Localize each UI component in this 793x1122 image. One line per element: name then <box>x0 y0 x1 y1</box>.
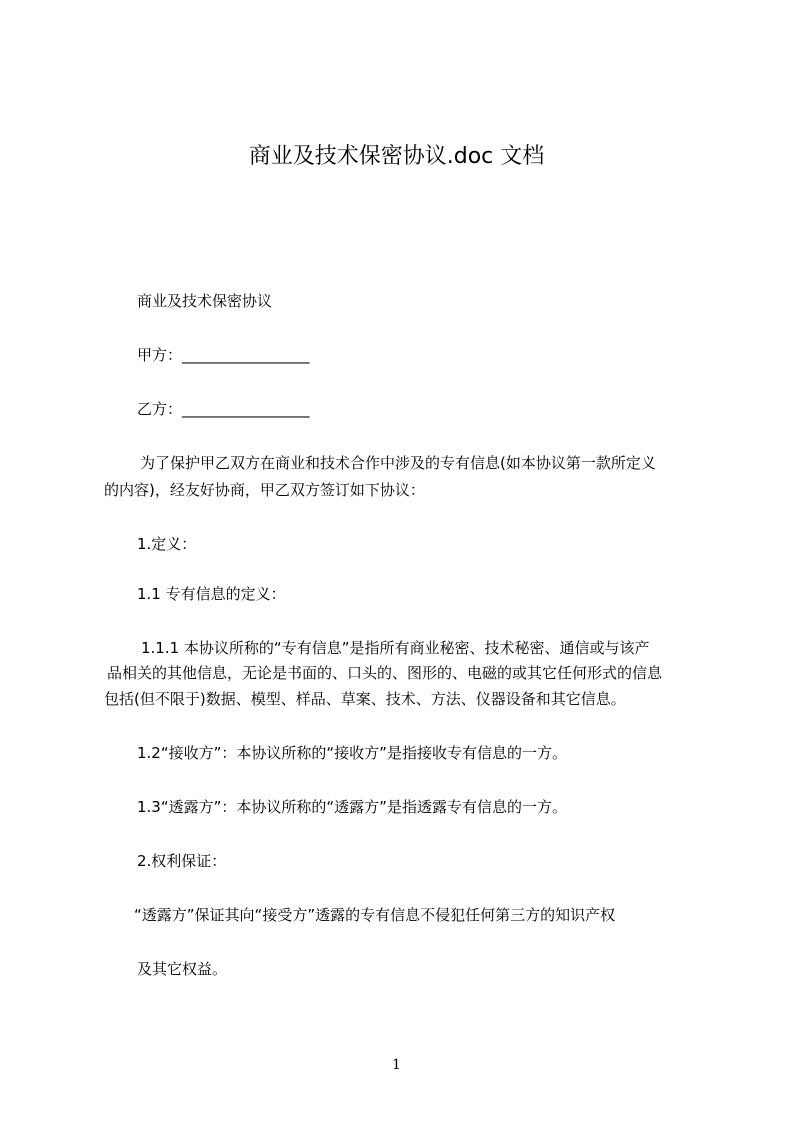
section-1-1-heading: 1.1 专有信息的定义： <box>137 585 286 603</box>
section-1-1-1-line-3: 包括(但不限于)数据、模型、样品、草案、技术、方法、仪器设备和其它信息。 <box>104 690 626 708</box>
section-2-heading: 2.权利保证： <box>137 852 227 870</box>
intro-line-2: 的内容)，经友好协商，甲乙双方签订如下协议： <box>104 481 425 499</box>
section-2-line-2: 及其它权益。 <box>137 960 228 978</box>
section-1-3-text: 1.3“透露方”：本协议所称的“透露方”是指透露专有信息的一方。 <box>137 798 567 816</box>
section-2-line-1: “透露方”保证其向“接受方”透露的专有信息不侵犯任何第三方的知识产权 <box>134 906 616 924</box>
agreement-heading: 商业及技术保密协议 <box>137 292 273 310</box>
section-1-1-1-line-2: 品相关的其他信息，无论是书面的、口头的、图形的、电磁的或其它任何形式的信息 <box>107 664 663 682</box>
document-title: 商业及技术保密协议.doc 文档 <box>248 144 545 169</box>
section-1-heading: 1.定义： <box>137 535 197 553</box>
section-1-2-text: 1.2“接收方”：本协议所称的“接收方”是指接收专有信息的一方。 <box>137 744 567 762</box>
party-b-field: 乙方：_________________ <box>137 400 310 418</box>
intro-line-1: 为了保护甲乙双方在商业和技术合作中涉及的专有信息(如本协议第一款所定义 <box>140 454 656 472</box>
section-1-1-1-line-1: 1.1.1 本协议所称的“专有信息”是指所有商业秘密、技术秘密、通信或与该产 <box>141 639 650 657</box>
party-a-field: 甲方：_________________ <box>137 346 310 364</box>
page-number: 1 <box>392 1057 401 1073</box>
